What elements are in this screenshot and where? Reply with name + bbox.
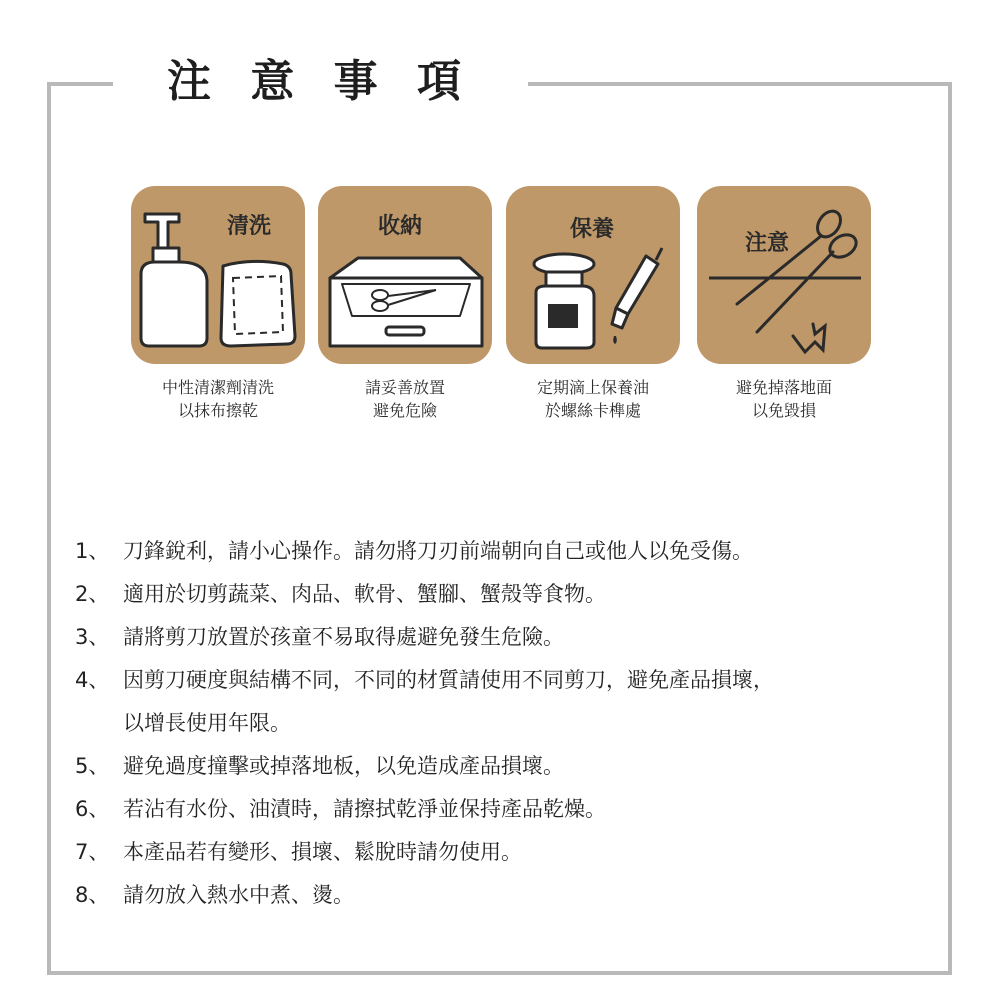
caption-line: 請妥善放置 <box>364 378 445 397</box>
note-text: 本產品若有變形、損壞、鬆脫時請勿使用。 <box>123 840 522 864</box>
card-label-maintenance: 保養 <box>570 217 615 242</box>
note-text: 因剪刀硬度與結構不同，不同的材質請使用不同剪刀，避免產品損壞， <box>123 668 774 692</box>
notes-list <box>75 530 955 917</box>
note-number: 5、 <box>75 754 110 778</box>
note-text: 刀鋒銳利，請小心操作。請勿將刀刃前端朝向自己或他人以免受傷。 <box>123 539 753 563</box>
note-number: 8、 <box>75 883 110 907</box>
caption-line: 中性清潔劑清洗 <box>161 378 274 397</box>
frame-left-border <box>47 82 51 975</box>
note-number: 2、 <box>75 582 110 606</box>
note-item <box>75 659 955 745</box>
note-number: 6、 <box>75 797 110 821</box>
card-label-storage: 收納 <box>378 214 423 239</box>
note-item <box>75 573 955 616</box>
card-label-caution: 注意 <box>745 231 790 256</box>
oil-jar-and-dropper-icon <box>506 186 680 364</box>
note-text-continuation: 以增長使用年限。 <box>123 711 291 735</box>
page-title: 注 意 事 項 <box>167 56 473 107</box>
frame-bottom-border <box>47 971 952 975</box>
note-number: 7、 <box>75 840 110 864</box>
note-item <box>75 874 955 917</box>
caption-line: 以免毀損 <box>751 401 816 420</box>
note-item <box>75 745 955 788</box>
frame-top-right-border <box>528 82 952 86</box>
pump-bottle-and-cloth-icon <box>131 186 305 364</box>
note-number: 4、 <box>75 668 110 692</box>
note-text: 若沾有水份、油漬時，請擦拭乾淨並保持產品乾燥。 <box>123 797 606 821</box>
card-cleaning <box>131 186 305 364</box>
caption-cleaning <box>118 376 318 422</box>
caption-line: 於螺絲卡榫處 <box>544 401 641 420</box>
caption-maintenance <box>493 376 693 422</box>
card-caution <box>697 186 871 364</box>
note-item <box>75 788 955 831</box>
frame-top-left-border <box>47 82 113 86</box>
card-storage <box>318 186 492 364</box>
card-label-cleaning: 清洗 <box>227 214 272 239</box>
note-item <box>75 616 955 659</box>
falling-scissors-icon <box>697 186 871 364</box>
note-item <box>75 831 955 874</box>
note-text: 適用於切剪蔬菜、肉品、軟骨、蟹腳、蟹殼等食物。 <box>123 582 606 606</box>
note-text: 請將剪刀放置於孩童不易取得處避免發生危險。 <box>123 625 564 649</box>
caption-line: 避免掉落地面 <box>735 378 832 397</box>
note-number: 1、 <box>75 539 110 563</box>
note-number: 3、 <box>75 625 110 649</box>
note-text: 避免過度撞擊或掉落地板，以免造成產品損壞。 <box>123 754 564 778</box>
note-item <box>75 530 955 573</box>
caption-line: 定期滴上保養油 <box>536 378 649 397</box>
caption-storage <box>305 376 505 422</box>
note-text: 請勿放入熱水中煮、燙。 <box>123 883 354 907</box>
card-maintenance <box>506 186 680 364</box>
caption-line: 避免危險 <box>372 401 437 420</box>
caption-caution <box>684 376 884 422</box>
caption-line: 以抹布擦乾 <box>177 401 258 420</box>
